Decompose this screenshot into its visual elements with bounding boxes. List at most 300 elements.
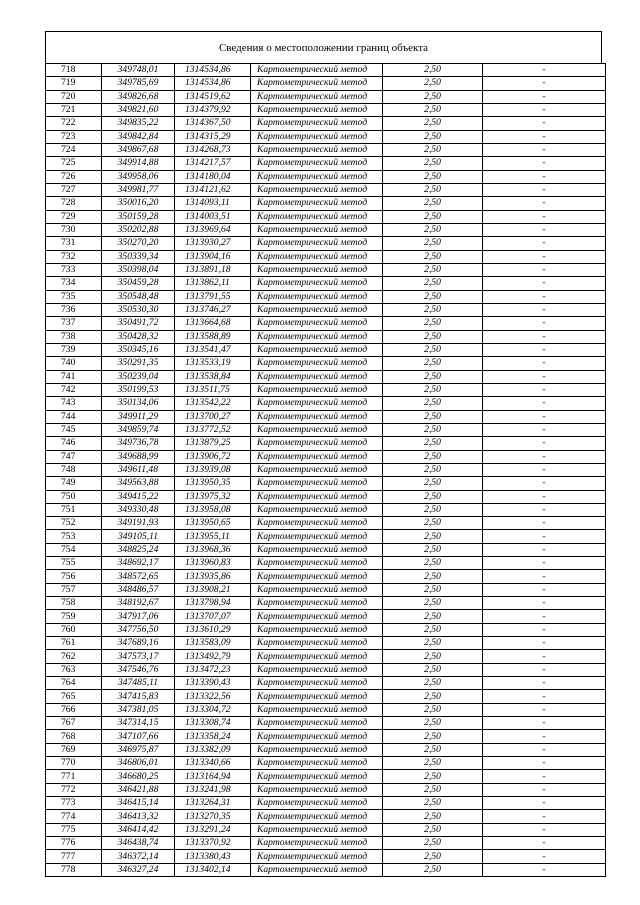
y-coordinate-cell: 1313664,68 [175,317,251,330]
table-row [46,357,606,370]
point-number-cell: 721 [46,103,102,116]
y-coordinate-cell: 1313390,43 [175,677,251,690]
point-number-cell: 739 [46,343,102,356]
y-coordinate-cell: 1314093,11 [175,197,251,210]
x-coordinate-cell: 346327,24 [102,863,175,876]
x-coordinate-cell: 346975,87 [102,743,175,756]
y-coordinate-cell: 1313746,27 [175,303,251,316]
precision-cell: 2,50 [383,143,483,156]
precision-cell: 2,50 [383,837,483,850]
x-coordinate-cell: 349821,60 [102,103,175,116]
point-number-cell: 777 [46,850,102,863]
x-coordinate-cell: 350530,30 [102,303,175,316]
method-cell: Картометрический метод [251,810,383,823]
y-coordinate-cell: 1313908,21 [175,583,251,596]
y-coordinate-cell: 1314534,86 [175,77,251,90]
description-cell: - [483,357,606,370]
table-row [46,117,606,130]
table-row [46,650,606,663]
description-cell: - [483,183,606,196]
x-coordinate-cell: 346421,88 [102,783,175,796]
table-row [46,450,606,463]
table-row [46,330,606,343]
precision-cell: 2,50 [383,197,483,210]
method-cell: Картометрический метод [251,303,383,316]
table-row [46,490,606,503]
precision-cell: 2,50 [383,183,483,196]
y-coordinate-cell: 1313960,83 [175,557,251,570]
x-coordinate-cell: 347107,66 [102,730,175,743]
method-cell: Картометрический метод [251,530,383,543]
table-row [46,810,606,823]
table-row [46,743,606,756]
table-row [46,570,606,583]
point-number-cell: 763 [46,663,102,676]
table-row [46,690,606,703]
y-coordinate-cell: 1314379,92 [175,103,251,116]
description-cell: - [483,463,606,476]
precision-cell: 2,50 [383,663,483,676]
table-row [46,557,606,570]
x-coordinate-cell: 348825,24 [102,543,175,556]
y-coordinate-cell: 1313492,79 [175,650,251,663]
x-coordinate-cell: 349105,11 [102,530,175,543]
x-coordinate-cell: 350345,16 [102,343,175,356]
method-cell: Картометрический метод [251,543,383,556]
description-cell: - [483,477,606,490]
method-cell: Картометрический метод [251,210,383,223]
x-coordinate-cell: 350199,53 [102,383,175,396]
y-coordinate-cell: 1314121,62 [175,183,251,196]
description-cell: - [483,823,606,836]
method-cell: Картометрический метод [251,423,383,436]
method-cell: Картометрический метод [251,197,383,210]
x-coordinate-cell: 347546,76 [102,663,175,676]
y-coordinate-cell: 1313538,84 [175,370,251,383]
precision-cell: 2,50 [383,130,483,143]
point-number-cell: 731 [46,237,102,250]
method-cell: Картометрический метод [251,623,383,636]
table-row [46,90,606,103]
method-cell: Картометрический метод [251,730,383,743]
table-row [46,157,606,170]
method-cell: Картометрический метод [251,703,383,716]
table-row [46,210,606,223]
method-cell: Картометрический метод [251,277,383,290]
method-cell: Картометрический метод [251,157,383,170]
x-coordinate-cell: 349748,01 [102,64,175,77]
point-number-cell: 772 [46,783,102,796]
precision-cell: 2,50 [383,610,483,623]
method-cell: Картометрический метод [251,503,383,516]
description-cell: - [483,157,606,170]
x-coordinate-cell: 349835,22 [102,117,175,130]
method-cell: Картометрический метод [251,250,383,263]
method-cell: Картометрический метод [251,837,383,850]
method-cell: Картометрический метод [251,850,383,863]
x-coordinate-cell: 347573,17 [102,650,175,663]
x-coordinate-cell: 347917,06 [102,610,175,623]
y-coordinate-cell: 1313707,07 [175,610,251,623]
description-cell: - [483,263,606,276]
method-cell: Картометрический метод [251,570,383,583]
y-coordinate-cell: 1313939,08 [175,463,251,476]
precision-cell: 2,50 [383,477,483,490]
x-coordinate-cell: 347756,50 [102,623,175,636]
point-number-cell: 775 [46,823,102,836]
description-cell: - [483,677,606,690]
description-cell: - [483,317,606,330]
y-coordinate-cell: 1314003,51 [175,210,251,223]
method-cell: Картометрический метод [251,397,383,410]
y-coordinate-cell: 1313340,66 [175,757,251,770]
precision-cell: 2,50 [383,557,483,570]
table-row [46,410,606,423]
y-coordinate-cell: 1313958,08 [175,503,251,516]
point-number-cell: 746 [46,437,102,450]
precision-cell: 2,50 [383,770,483,783]
y-coordinate-cell: 1313402,14 [175,863,251,876]
description-cell: - [483,543,606,556]
table-row [46,663,606,676]
precision-cell: 2,50 [383,797,483,810]
method-cell: Картометрический метод [251,357,383,370]
table-row [46,143,606,156]
description-cell: - [483,237,606,250]
point-number-cell: 771 [46,770,102,783]
table-row [46,170,606,183]
x-coordinate-cell: 350398,04 [102,263,175,276]
table-row [46,543,606,556]
point-number-cell: 743 [46,397,102,410]
x-coordinate-cell: 350202,88 [102,223,175,236]
method-cell: Картометрический метод [251,597,383,610]
method-cell: Картометрический метод [251,317,383,330]
point-number-cell: 726 [46,170,102,183]
method-cell: Картометрический метод [251,383,383,396]
description-cell: - [483,663,606,676]
point-number-cell: 735 [46,290,102,303]
x-coordinate-cell: 349736,78 [102,437,175,450]
table-row [46,623,606,636]
precision-cell: 2,50 [383,263,483,276]
x-coordinate-cell: 350016,20 [102,197,175,210]
point-number-cell: 733 [46,263,102,276]
precision-cell: 2,50 [383,77,483,90]
precision-cell: 2,50 [383,90,483,103]
description-cell: - [483,290,606,303]
y-coordinate-cell: 1313700,27 [175,410,251,423]
x-coordinate-cell: 349914,88 [102,157,175,170]
precision-cell: 2,50 [383,237,483,250]
method-cell: Картометрический метод [251,183,383,196]
description-cell: - [483,130,606,143]
table-row [46,783,606,796]
y-coordinate-cell: 1313358,24 [175,730,251,743]
y-coordinate-cell: 1313291,24 [175,823,251,836]
x-coordinate-cell: 347689,16 [102,637,175,650]
x-coordinate-cell: 350459,28 [102,277,175,290]
y-coordinate-cell: 1313304,72 [175,703,251,716]
method-cell: Картометрический метод [251,237,383,250]
description-cell: - [483,757,606,770]
precision-cell: 2,50 [383,583,483,596]
x-coordinate-cell: 350548,48 [102,290,175,303]
method-cell: Картометрический метод [251,557,383,570]
table-row [46,317,606,330]
precision-cell: 2,50 [383,543,483,556]
precision-cell: 2,50 [383,64,483,77]
point-number-cell: 748 [46,463,102,476]
table-body [46,64,606,877]
y-coordinate-cell: 1313798,94 [175,597,251,610]
table-row [46,77,606,90]
x-coordinate-cell: 349611,48 [102,463,175,476]
table-row [46,757,606,770]
point-number-cell: 729 [46,210,102,223]
description-cell: - [483,863,606,876]
method-cell: Картометрический метод [251,90,383,103]
point-number-cell: 732 [46,250,102,263]
precision-cell: 2,50 [383,423,483,436]
point-number-cell: 769 [46,743,102,756]
precision-cell: 2,50 [383,637,483,650]
description-cell: - [483,623,606,636]
y-coordinate-cell: 1313969,64 [175,223,251,236]
x-coordinate-cell: 349867,68 [102,143,175,156]
precision-cell: 2,50 [383,650,483,663]
table-row [46,770,606,783]
point-number-cell: 730 [46,223,102,236]
point-number-cell: 719 [46,77,102,90]
y-coordinate-cell: 1313862,11 [175,277,251,290]
method-cell: Картометрический метод [251,143,383,156]
description-cell: - [483,250,606,263]
precision-cell: 2,50 [383,690,483,703]
y-coordinate-cell: 1314315,29 [175,130,251,143]
description-cell: - [483,583,606,596]
description-cell: - [483,503,606,516]
x-coordinate-cell: 346372,14 [102,850,175,863]
precision-cell: 2,50 [383,597,483,610]
method-cell: Картометрический метод [251,117,383,130]
description-cell: - [483,717,606,730]
x-coordinate-cell: 346415,14 [102,797,175,810]
y-coordinate-cell: 1313772,52 [175,423,251,436]
method-cell: Картометрический метод [251,370,383,383]
description-cell: - [483,650,606,663]
y-coordinate-cell: 1313264,31 [175,797,251,810]
x-coordinate-cell: 350159,28 [102,210,175,223]
x-coordinate-cell: 350134,06 [102,397,175,410]
table-row [46,677,606,690]
x-coordinate-cell: 349415,22 [102,490,175,503]
y-coordinate-cell: 1313382,09 [175,743,251,756]
x-coordinate-cell: 346680,25 [102,770,175,783]
point-number-cell: 776 [46,837,102,850]
y-coordinate-cell: 1314519,62 [175,90,251,103]
precision-cell: 2,50 [383,157,483,170]
method-cell: Картометрический метод [251,743,383,756]
x-coordinate-cell: 349330,48 [102,503,175,516]
description-cell: - [483,197,606,210]
x-coordinate-cell: 349859,74 [102,423,175,436]
precision-cell: 2,50 [383,743,483,756]
precision-cell: 2,50 [383,570,483,583]
point-number-cell: 728 [46,197,102,210]
table-row [46,517,606,530]
table-title: Сведения о местоположении границ объекта [45,31,602,63]
table-row [46,370,606,383]
description-cell: - [483,117,606,130]
table-row [46,797,606,810]
x-coordinate-cell: 346806,01 [102,757,175,770]
x-coordinate-cell: 346413,32 [102,810,175,823]
table-row [46,303,606,316]
boundary-table-frame [45,31,602,877]
y-coordinate-cell: 1313975,32 [175,490,251,503]
y-coordinate-cell: 1313380,43 [175,850,251,863]
y-coordinate-cell: 1313950,35 [175,477,251,490]
table-row [46,197,606,210]
table-row [46,263,606,276]
description-cell: - [483,103,606,116]
method-cell: Картометрический метод [251,170,383,183]
x-coordinate-cell: 350339,34 [102,250,175,263]
point-number-cell: 757 [46,583,102,596]
description-cell: - [483,64,606,77]
precision-cell: 2,50 [383,223,483,236]
y-coordinate-cell: 1313533,19 [175,357,251,370]
y-coordinate-cell: 1313950,65 [175,517,251,530]
precision-cell: 2,50 [383,717,483,730]
y-coordinate-cell: 1314367,50 [175,117,251,130]
x-coordinate-cell: 347314,15 [102,717,175,730]
point-number-cell: 722 [46,117,102,130]
description-cell: - [483,597,606,610]
table-row [46,64,606,77]
point-number-cell: 762 [46,650,102,663]
description-cell: - [483,690,606,703]
precision-cell: 2,50 [383,863,483,876]
precision-cell: 2,50 [383,370,483,383]
method-cell: Картометрический метод [251,770,383,783]
y-coordinate-cell: 1313164,94 [175,770,251,783]
description-cell: - [483,837,606,850]
point-number-cell: 774 [46,810,102,823]
point-number-cell: 765 [46,690,102,703]
point-number-cell: 741 [46,370,102,383]
y-coordinate-cell: 1314217,57 [175,157,251,170]
description-cell: - [483,210,606,223]
method-cell: Картометрический метод [251,290,383,303]
point-number-cell: 744 [46,410,102,423]
x-coordinate-cell: 346414,42 [102,823,175,836]
precision-cell: 2,50 [383,383,483,396]
point-number-cell: 756 [46,570,102,583]
point-number-cell: 724 [46,143,102,156]
point-number-cell: 768 [46,730,102,743]
table-row [46,477,606,490]
description-cell: - [483,303,606,316]
method-cell: Картометрический метод [251,690,383,703]
point-number-cell: 723 [46,130,102,143]
point-number-cell: 736 [46,303,102,316]
x-coordinate-cell: 347415,83 [102,690,175,703]
precision-cell: 2,50 [383,783,483,796]
method-cell: Картометрический метод [251,437,383,450]
y-coordinate-cell: 1313610,29 [175,623,251,636]
y-coordinate-cell: 1313541,47 [175,343,251,356]
table-row [46,597,606,610]
table-row [46,503,606,516]
y-coordinate-cell: 1313542,22 [175,397,251,410]
precision-cell: 2,50 [383,730,483,743]
table-row [46,703,606,716]
point-number-cell: 725 [46,157,102,170]
method-cell: Картометрический метод [251,130,383,143]
y-coordinate-cell: 1314180,04 [175,170,251,183]
x-coordinate-cell: 350291,35 [102,357,175,370]
point-number-cell: 764 [46,677,102,690]
table-row [46,863,606,876]
y-coordinate-cell: 1313241,98 [175,783,251,796]
method-cell: Картометрический метод [251,463,383,476]
precision-cell: 2,50 [383,343,483,356]
table-row [46,383,606,396]
description-cell: - [483,730,606,743]
x-coordinate-cell: 349191,93 [102,517,175,530]
y-coordinate-cell: 1313935,86 [175,570,251,583]
x-coordinate-cell: 349688,99 [102,450,175,463]
precision-cell: 2,50 [383,810,483,823]
method-cell: Картометрический метод [251,263,383,276]
precision-cell: 2,50 [383,703,483,716]
y-coordinate-cell: 1313955,11 [175,530,251,543]
precision-cell: 2,50 [383,850,483,863]
precision-cell: 2,50 [383,677,483,690]
point-number-cell: 737 [46,317,102,330]
method-cell: Картометрический метод [251,863,383,876]
point-number-cell: 751 [46,503,102,516]
method-cell: Картометрический метод [251,64,383,77]
table-row [46,397,606,410]
y-coordinate-cell: 1313370,92 [175,837,251,850]
method-cell: Картометрический метод [251,797,383,810]
table-row [46,823,606,836]
point-number-cell: 759 [46,610,102,623]
method-cell: Картометрический метод [251,77,383,90]
point-number-cell: 734 [46,277,102,290]
precision-cell: 2,50 [383,303,483,316]
table-row [46,423,606,436]
x-coordinate-cell: 349911,29 [102,410,175,423]
y-coordinate-cell: 1314534,86 [175,64,251,77]
point-number-cell: 773 [46,797,102,810]
description-cell: - [483,743,606,756]
x-coordinate-cell: 347485,11 [102,677,175,690]
description-cell: - [483,277,606,290]
precision-cell: 2,50 [383,170,483,183]
point-number-cell: 740 [46,357,102,370]
description-cell: - [483,223,606,236]
table-row [46,530,606,543]
x-coordinate-cell: 349981,77 [102,183,175,196]
precision-cell: 2,50 [383,317,483,330]
x-coordinate-cell: 350491,72 [102,317,175,330]
point-number-cell: 761 [46,637,102,650]
table-row [46,583,606,596]
